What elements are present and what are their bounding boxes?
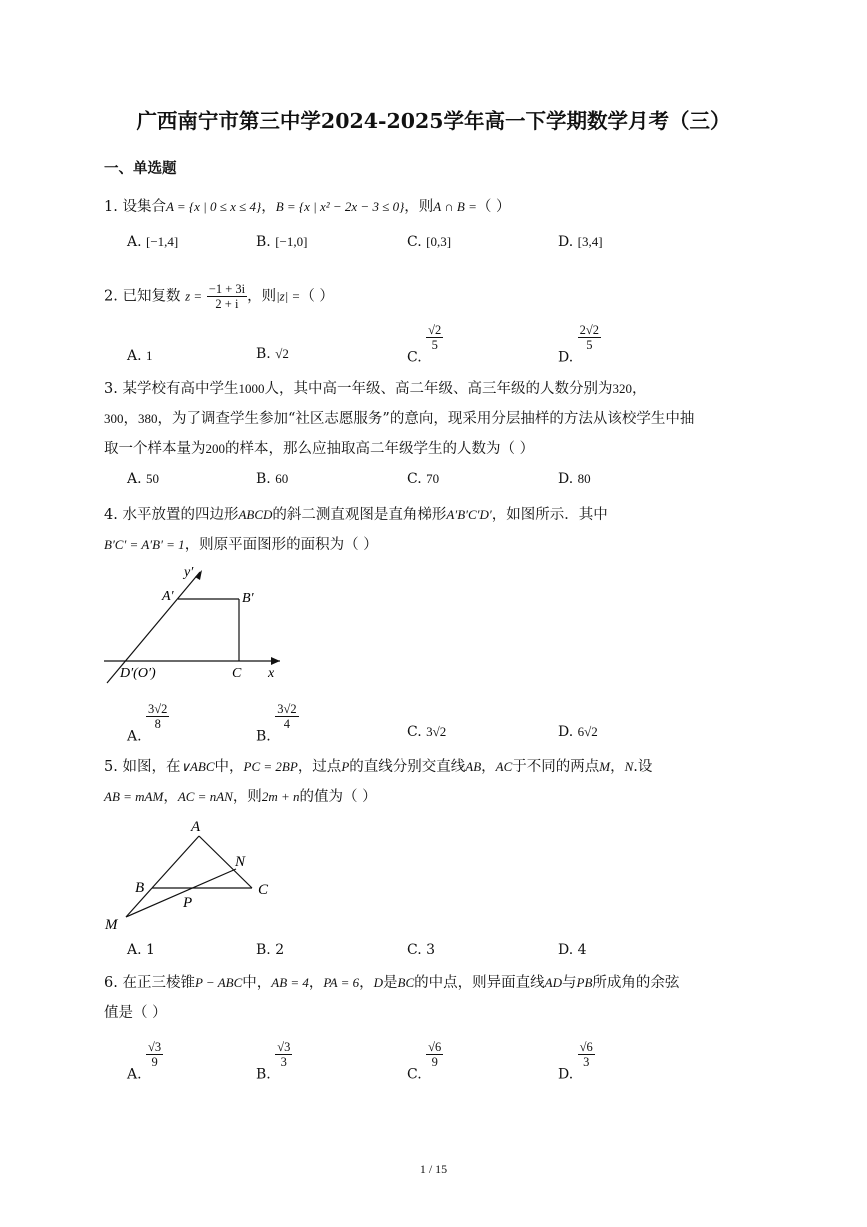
q5-point-n: N <box>624 759 634 774</box>
q1-paren: （ ） <box>476 199 511 215</box>
question-4-line-1 <box>104 503 608 527</box>
option-fraction <box>275 702 298 731</box>
fraction-denominator: 4 <box>283 717 291 731</box>
option-label: C. <box>407 724 422 740</box>
q1-set-a: A = {x | 0 ≤ x ≤ 4} <box>165 199 262 214</box>
q6-text: ， <box>359 975 374 991</box>
q4-text: 4. 水平放置的四边形 <box>104 507 239 523</box>
question-3-line-1 <box>104 377 646 401</box>
label-b: B′ <box>242 591 254 606</box>
q4-figure <box>100 560 290 690</box>
y-axis-arrow-icon <box>195 570 202 580</box>
q6-pa: PA = 6 <box>323 975 360 990</box>
q6-text: 中， <box>242 975 272 991</box>
q5-text: ，则 <box>232 789 262 805</box>
option-fraction <box>578 323 601 352</box>
q5-text: 的直线分别交直线 <box>349 759 466 775</box>
question-6-line-1 <box>104 971 679 995</box>
q2-z: z = <box>185 288 203 304</box>
q3-option-a[interactable] <box>127 471 159 487</box>
option-label: A. <box>127 1066 142 1083</box>
q5-figure <box>100 812 290 937</box>
option-label: B. <box>256 1066 271 1083</box>
q3-text: ，为了调查学生参加“社区志愿服务”的意向，现采用分层抽样的方法从该校学生中抽 <box>157 411 695 427</box>
fraction-numerator: √6 <box>428 1040 442 1054</box>
q1-option-d[interactable] <box>558 234 603 250</box>
q3-option-c[interactable] <box>407 471 439 487</box>
q4-abcd: ABCD <box>238 507 273 522</box>
q6-text: 的中点，则异面直线 <box>414 975 545 991</box>
q5-text: 5. 如图，在 <box>104 759 181 775</box>
question-2 <box>104 282 334 311</box>
q6-text: 与 <box>562 975 577 991</box>
fraction-denominator: 3 <box>583 1055 590 1069</box>
q2-expr: |z| = <box>276 288 301 304</box>
q5-option-a[interactable]: A. 1 <box>127 942 155 958</box>
q3-total: 1000 <box>238 381 265 396</box>
q1-prefix: 1. 设集合 <box>104 199 166 215</box>
q6-option-a[interactable] <box>127 1040 163 1083</box>
fraction-numerator: √2 <box>428 323 442 337</box>
q4-option-b[interactable] <box>256 702 299 745</box>
q5-option-b[interactable]: B. 2 <box>256 942 285 958</box>
q3-text: ， <box>123 411 138 427</box>
q6-text: 所成角的余弦 <box>592 975 680 991</box>
q1-option-b[interactable] <box>256 234 307 250</box>
q5-text: 于不同的两点 <box>512 759 600 775</box>
q5-triangle: ∨ABC <box>180 759 215 774</box>
option-label: D. <box>558 349 574 366</box>
question-5-line-1 <box>104 755 652 779</box>
q3-text: 取一个样本量为 <box>104 441 206 457</box>
option-label: D. <box>558 1066 574 1083</box>
option-label: D. <box>558 471 574 487</box>
option-label: C. <box>407 1066 422 1083</box>
q5-line-ab: AB <box>465 759 482 774</box>
option-fraction <box>146 1040 163 1069</box>
q5-text: ， <box>163 789 178 805</box>
option-label: A. <box>127 348 142 364</box>
fraction-denominator: 8 <box>154 717 161 731</box>
q1-option-c[interactable] <box>407 234 451 250</box>
q2-option-c[interactable] <box>407 323 443 366</box>
label-n: N <box>235 854 246 870</box>
q5-equation-1: AB = mAM <box>104 789 164 804</box>
fraction-numerator: 2√2 <box>579 323 600 337</box>
q4-text: 的斜二测直观图是直角梯形 <box>272 507 447 523</box>
q4-option-c[interactable] <box>407 724 446 740</box>
q6-option-b[interactable] <box>256 1040 292 1083</box>
label-p: P <box>183 895 193 911</box>
fraction-numerator: √3 <box>148 1040 162 1054</box>
q6-pb: PB <box>576 975 593 990</box>
fraction-denominator: 5 <box>586 338 593 352</box>
q5-text: .设 <box>633 759 653 775</box>
q4-abcd-prime: A′B′C′D′ <box>446 507 492 522</box>
option-label: C. <box>407 471 422 487</box>
q6-bc: BC <box>397 975 415 990</box>
option-fraction <box>426 1040 443 1069</box>
q3-text: 3. 某学校有高中学生 <box>104 381 239 397</box>
question-3-line-3 <box>104 437 534 461</box>
q4-option-a[interactable] <box>127 702 169 745</box>
q3-option-b[interactable] <box>256 471 288 487</box>
segment-a-b <box>152 836 199 888</box>
question-3-line-2 <box>104 407 694 431</box>
label-x: x <box>268 666 275 681</box>
q3-option-d[interactable] <box>558 471 591 487</box>
fraction-denominator: 9 <box>151 1055 158 1069</box>
label-c: C <box>258 882 269 898</box>
option-fraction <box>146 702 169 731</box>
question-4-line-2 <box>104 533 378 557</box>
q6-ab: AB = 4 <box>271 975 309 990</box>
option-label: D. <box>558 234 574 250</box>
section-heading: 一、单选题 <box>104 160 177 177</box>
q5-text: ， <box>481 759 496 775</box>
label-y: y′ <box>184 565 194 580</box>
option-value: [−1,4] <box>146 234 179 249</box>
option-label: A. <box>127 234 142 250</box>
q5-option-c[interactable]: C. 3 <box>407 942 436 958</box>
option-value: 80 <box>577 471 591 486</box>
q1-expr: A ∩ B = <box>433 199 477 214</box>
fraction-numerator: 3√2 <box>277 702 297 716</box>
q2-numerator: −1 + 3i <box>208 282 246 296</box>
option-label: B. <box>256 728 271 745</box>
fraction-denominator: 3 <box>280 1055 287 1069</box>
q4-equation: B′C′ = A′B′ = 1 <box>104 537 185 552</box>
option-value: 50 <box>146 471 160 486</box>
q3-text: 人，其中高一年级、高二年级、高三年级的人数分别为 <box>264 381 613 397</box>
q5-ratio: PC = 2BP <box>243 759 298 774</box>
fraction-numerator: √6 <box>579 1040 593 1054</box>
q2-paren: （ ） <box>300 288 334 305</box>
q3-sample: 200 <box>205 441 225 456</box>
fraction-numerator: 3√2 <box>148 702 168 716</box>
option-label: A. <box>127 471 142 487</box>
q3-grade3: 380 <box>138 411 158 426</box>
q2-option-a[interactable] <box>127 348 153 364</box>
option-value: 70 <box>426 471 440 486</box>
option-value: 60 <box>275 471 289 486</box>
q6-text: 6. 在正三棱锥 <box>104 975 195 991</box>
fraction-denominator: 5 <box>431 338 438 352</box>
q5-expression: 2m + n <box>261 789 300 804</box>
option-label: C. <box>407 234 422 250</box>
q5-option-d[interactable]: D. 4 <box>558 942 587 958</box>
q5-text: 的值为（ ） <box>299 789 377 805</box>
q2-option-d[interactable] <box>558 323 601 366</box>
option-value: [0,3] <box>426 234 452 249</box>
q1-set-b: B = {x | x² − 2x − 3 ≤ 0} <box>275 199 405 214</box>
option-value: [3,4] <box>577 234 603 249</box>
q5-text: 中， <box>214 759 244 775</box>
q6-ad: AD <box>544 975 563 990</box>
option-fraction <box>578 1040 595 1069</box>
question-6-line-2: 值是（ ） <box>104 1005 167 1021</box>
q3-grade1: 320 <box>612 381 632 396</box>
q6-text: 是 <box>383 975 398 991</box>
q2-prefix: 2. 已知复数 <box>104 288 181 305</box>
option-value: [−1,0] <box>275 234 308 249</box>
q4-text: ，则原平面图形的面积为（ ） <box>184 537 378 553</box>
label-a: A′ <box>162 589 174 604</box>
fraction-denominator: 9 <box>431 1055 438 1069</box>
q3-text: ， <box>631 381 647 397</box>
q4-option-d[interactable] <box>558 724 598 740</box>
q6-text: ， <box>308 975 324 991</box>
q6-point-d: D <box>373 975 384 990</box>
question-1 <box>104 195 510 219</box>
option-label: D. <box>558 724 574 740</box>
label-c: C <box>232 666 242 681</box>
q6-option-c[interactable] <box>407 1040 443 1083</box>
q1-suffix: ，则 <box>404 199 434 215</box>
q5-point-m: M <box>599 759 611 774</box>
label-m: M <box>105 917 118 933</box>
page-number: 1 / 15 <box>419 1162 448 1176</box>
option-label: A. <box>127 728 142 745</box>
q3-text: 的样本，那么应抽取高二年级学生的人数为（ ） <box>225 441 535 457</box>
q1-comma: ， <box>261 199 276 215</box>
q3-grade2: 300 <box>104 411 124 426</box>
q2-suffix: ，则 <box>247 288 277 305</box>
question-5-line-2 <box>104 785 377 809</box>
q4-text: ，如图所示．其中 <box>491 507 608 523</box>
q5-line-ac: AC <box>495 759 513 774</box>
label-b: B <box>135 880 145 896</box>
q5-text: ，过点 <box>297 759 342 775</box>
option-fraction <box>275 1040 292 1069</box>
option-value: 6√2 <box>577 724 598 739</box>
fraction-numerator: √3 <box>277 1040 291 1054</box>
q2-option-b[interactable] <box>256 346 289 362</box>
option-fraction <box>426 323 443 352</box>
label-a: A <box>191 819 201 835</box>
option-label: B. <box>256 234 271 250</box>
q5-equation-2: AC = nAN <box>177 789 233 804</box>
option-label: B. <box>256 346 271 362</box>
label-d: D′(O′) <box>120 666 156 681</box>
option-label: B. <box>256 471 271 487</box>
q5-point-p: P <box>341 759 350 774</box>
page-title: 广西南宁市第三中学2024-2025学年高一下学期数学月考（三） <box>136 109 731 133</box>
option-label: C. <box>407 349 422 366</box>
q2-denominator: 2 + i <box>215 297 239 311</box>
q1-option-a[interactable] <box>127 234 178 250</box>
option-value: √2 <box>275 346 289 361</box>
q5-text: ， <box>610 759 625 775</box>
x-axis-arrow-icon <box>271 657 280 665</box>
q2-fraction <box>207 282 247 311</box>
q6-option-d[interactable] <box>558 1040 595 1083</box>
option-value: 1 <box>146 348 153 363</box>
option-value: 3√2 <box>426 724 447 739</box>
q6-pyramid: P − ABC <box>194 975 243 990</box>
